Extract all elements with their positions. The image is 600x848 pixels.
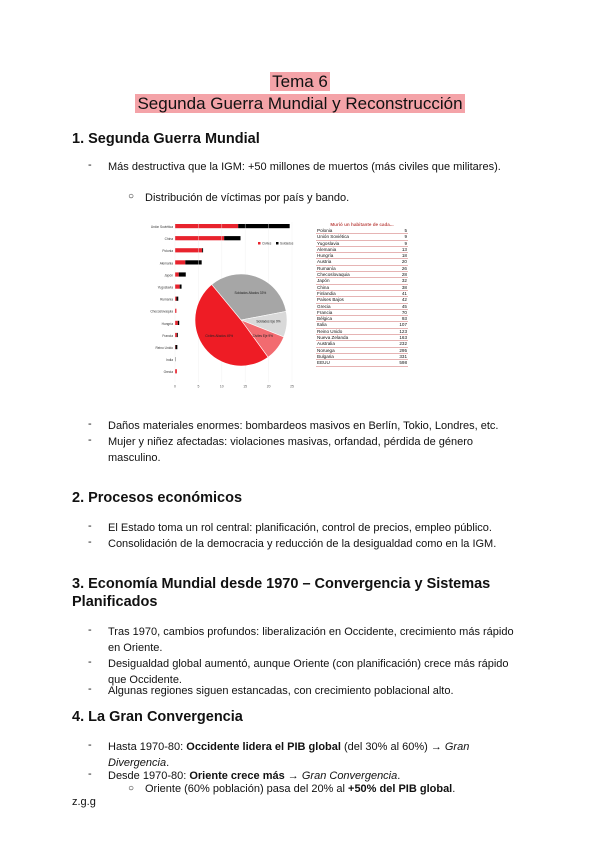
s4-bullet2: Desde 1970-80: Oriente crece más → Gran Convergencia. xyxy=(108,770,401,782)
doc-subtitle: Segunda Guerra Mundial y Reconstrucción xyxy=(137,94,463,113)
section4-heading: 4. La Gran Convergencia xyxy=(72,709,243,725)
country-cell: Reino Unido xyxy=(316,328,388,334)
pie-label: Soldados Aliados 33% xyxy=(234,291,267,296)
ratio-cell: 41 xyxy=(388,290,408,296)
bar-category-label: Yugoslavia xyxy=(157,285,173,290)
ratio-cell: 45 xyxy=(388,303,408,309)
bar-civiles xyxy=(175,309,176,313)
country-cell: Países Bajos xyxy=(316,297,388,303)
bar-civiles xyxy=(175,260,185,264)
country-cell: Austria xyxy=(316,259,388,265)
ratio-cell: 42 xyxy=(388,297,408,303)
country-cell: Hungría xyxy=(316,253,388,259)
ratio-cell: 70 xyxy=(388,309,408,315)
country-cell: Alemania xyxy=(316,246,388,252)
x-tick-label: 0 xyxy=(174,384,176,389)
bar-soldados xyxy=(179,272,186,276)
country-cell: EEUU xyxy=(316,360,388,366)
country-cell: Grecia xyxy=(316,303,388,309)
ratio-cell: 9 xyxy=(388,240,408,246)
bar-civiles xyxy=(175,321,178,325)
death-ratio-table xyxy=(316,222,408,367)
bar-civiles xyxy=(175,224,238,228)
country-cell: Bélgica xyxy=(316,316,388,322)
ratio-cell: 38 xyxy=(388,284,408,290)
country-cell: Italia xyxy=(316,322,388,328)
bar-category-label: Grecia xyxy=(163,370,173,375)
s4-sub1: Oriente (60% población) pasa del 20% al +50% del PIB global. xyxy=(145,783,456,795)
s2-bullet2: Consolidación de la democracia y reducción de la desigualdad como en la IGM. xyxy=(108,538,497,550)
bar-soldados xyxy=(238,224,289,228)
ratio-cell: 9 xyxy=(388,234,408,240)
x-tick-label: 25 xyxy=(290,384,294,389)
x-tick-label: 10 xyxy=(219,384,224,389)
ratio-cell: 28 xyxy=(388,272,408,278)
ratio-cell: 5 xyxy=(388,228,408,234)
bar-civiles xyxy=(175,333,177,337)
country-cell: China xyxy=(316,284,388,290)
bar-category-label: India xyxy=(166,358,173,363)
s1-bullet3: Mujer y niñez afectadas: violaciones masivas, orfandad, pérdida de género masculino. xyxy=(108,436,474,464)
s3-bullet2: Desigualdad global aumentó, aunque Oriente (con planificación) crece más rápido que Occidente. xyxy=(108,658,509,686)
bar-category-label: Japón xyxy=(164,273,173,278)
s3-bullet1: Tras 1970, cambios profundos: liberalización en Occidente, crecimiento más rápido en Oriente. xyxy=(108,626,514,654)
pie-label: Civiles Aliados 49% xyxy=(205,333,234,338)
country-cell: Yugoslavia xyxy=(316,240,388,246)
bar-category-label: Hungría xyxy=(161,321,173,326)
bar-category-label: Polonia xyxy=(162,249,173,254)
bar-soldados xyxy=(224,236,240,240)
bar-soldados xyxy=(202,248,203,252)
ratio-cell: 32 xyxy=(388,278,408,284)
section1-heading: 1. Segunda Guerra Mundial xyxy=(72,131,260,147)
ratio-cell: 13 xyxy=(388,246,408,252)
bar-soldados xyxy=(177,333,178,337)
ratio-cell: 295 xyxy=(388,347,408,353)
bar-civiles xyxy=(175,236,224,240)
pie-label: Civiles Eje 9% xyxy=(252,333,273,338)
country-cell: Bulgaria xyxy=(316,353,388,359)
country-cell: Unión Soviética xyxy=(316,234,388,240)
ratio-cell: 163 xyxy=(388,335,408,341)
country-cell: Noruega xyxy=(316,347,388,353)
x-tick-label: 20 xyxy=(266,384,271,389)
country-cell: Finlandia xyxy=(316,290,388,296)
ratio-cell: 93 xyxy=(388,316,408,322)
bar-civiles xyxy=(175,297,176,301)
footer-initials: z.g.g xyxy=(72,796,96,808)
table-title: Murió un habitante de cada... xyxy=(330,222,394,227)
section3-heading-line1: 3. Economía Mundial desde 1970 – Convergencia y Sistemas xyxy=(72,576,491,592)
legend-swatch-civiles xyxy=(258,242,261,245)
bar-civiles xyxy=(175,272,179,276)
legend-label-civiles: Civiles xyxy=(262,241,272,246)
s2-bullet1: El Estado toma un rol central: planificación, control de precios, empleo público. xyxy=(108,522,492,534)
bar-soldados xyxy=(178,321,179,325)
s1-bullet1: Más destructiva que la IGM: +50 millones de muertos (más civiles que militares). xyxy=(108,161,501,173)
section2-heading: 2. Procesos económicos xyxy=(72,490,243,506)
s3-bullet3: Algunas regiones siguen estancadas, con crecimiento poblacional alto. xyxy=(108,685,454,697)
country-cell: Nueva Zelanda xyxy=(316,335,388,341)
bar-soldados xyxy=(175,345,177,349)
table-row xyxy=(316,360,408,366)
bar-soldados xyxy=(185,260,201,264)
bar-soldados xyxy=(180,285,182,289)
ratio-cell: 232 xyxy=(388,341,408,347)
bar-civiles xyxy=(175,285,180,289)
ratio-cell: 20 xyxy=(388,259,408,265)
ratio-cell: 598 xyxy=(388,360,408,366)
bar-category-label: Reino Unido xyxy=(155,346,173,350)
ratio-cell: 26 xyxy=(388,265,408,271)
ratio-cell: 107 xyxy=(388,322,408,328)
s1-bullet2: Daños materiales enormes: bombardeos masivos en Berlín, Tokio, Londres, etc. xyxy=(108,420,499,432)
legend-swatch-soldados xyxy=(276,242,279,245)
bar-category-label: Francia xyxy=(162,333,173,338)
country-cell: Checoslovaquia xyxy=(316,272,388,278)
country-cell: Japón xyxy=(316,278,388,284)
x-tick-label: 5 xyxy=(197,384,200,389)
bar-soldados xyxy=(176,297,178,301)
s4-bullet1: Hasta 1970-80: Occidente lidera el PIB global (del 30% al 60%) → Gran Divergencia. xyxy=(108,741,470,769)
bar-category-label: China xyxy=(164,237,173,242)
country-cell: Rumanía xyxy=(316,265,388,271)
country-cell: Polonia xyxy=(316,228,388,234)
bar-category-label: Alemania xyxy=(159,261,173,266)
bar-category-label: Unión Soviética xyxy=(150,225,173,229)
ratio-cell: 331 xyxy=(388,353,408,359)
pie-label: Soldados Eje 9% xyxy=(256,319,281,324)
bar-category-label: Rumanía xyxy=(160,297,173,302)
section3-heading-line2: Planificados xyxy=(72,594,158,610)
ratio-cell: 18 xyxy=(388,253,408,259)
bar-civiles xyxy=(175,248,202,252)
country-cell: Francia xyxy=(316,309,388,315)
s1-sub1: Distribución de víctimas por país y bando. xyxy=(145,192,350,204)
bar-civiles xyxy=(175,369,177,373)
country-cell: Australia xyxy=(316,341,388,347)
legend-label-soldados: Soldados xyxy=(280,241,294,246)
doc-title: Tema 6 xyxy=(272,72,328,91)
bar-category-label: Checoslovaquia xyxy=(150,309,173,314)
x-tick-label: 15 xyxy=(243,384,248,389)
ratio-cell: 123 xyxy=(388,328,408,334)
